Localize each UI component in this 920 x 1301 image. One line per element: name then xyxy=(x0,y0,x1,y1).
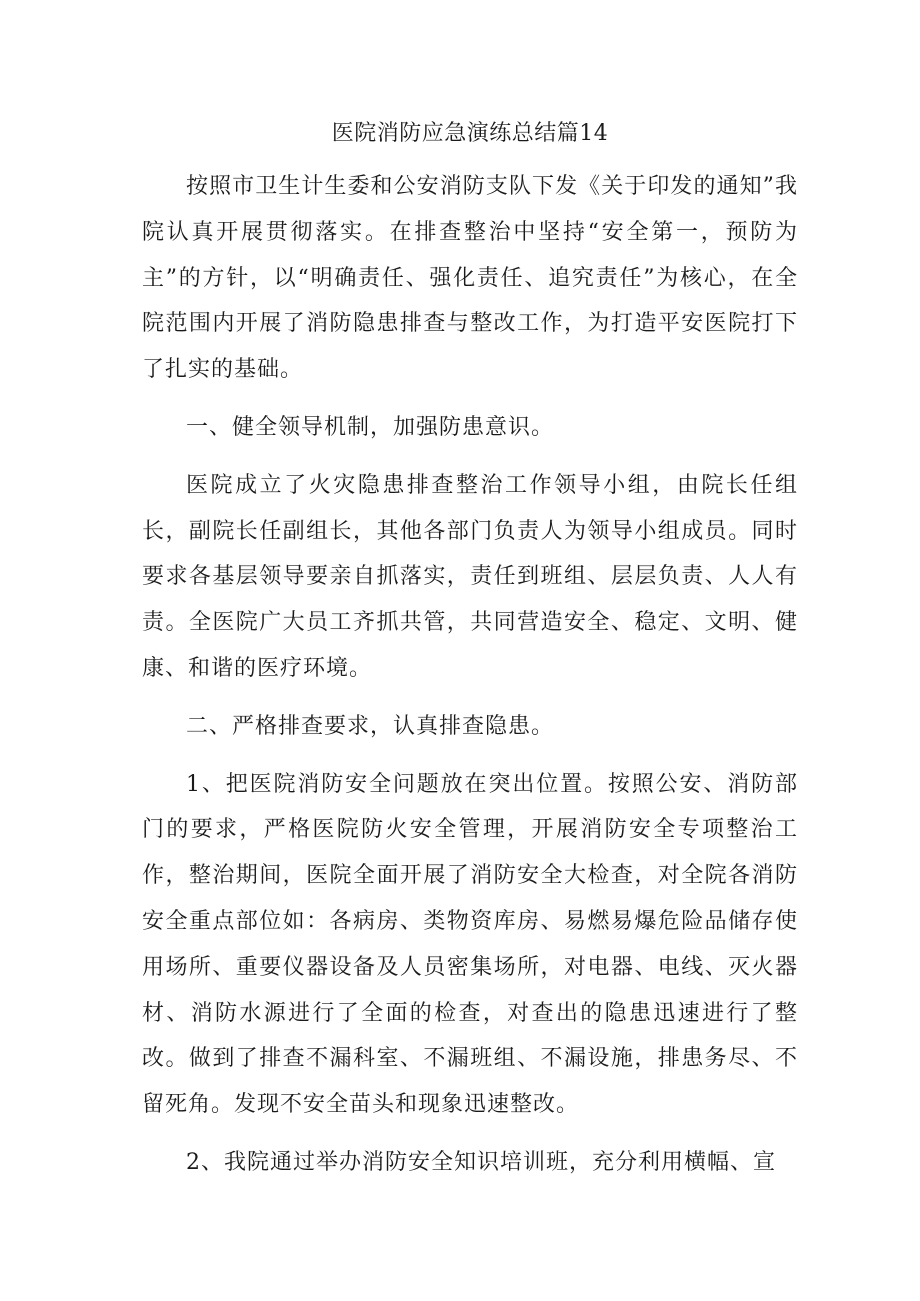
document-title: 医院消防应急演练总结篇14 xyxy=(331,121,609,146)
section-1-paragraph: 医院成立了火灾隐患排查整治工作领导小组，由院长任组长，副院长任副组长，其他各部门负责人为领导小组成员。同时要求各基层领导要亲自抓落实，责任到班组、层层负责、人人有责。全医院广大员工齐抓共管，共同营造安全、稳定、文明、健康、和谐的医疗环境。 xyxy=(142,472,798,681)
item-2-paragraph: 2、我院通过举办消防安全知识培训班，充分利用横幅、宣 xyxy=(186,1149,776,1175)
document-body xyxy=(142,112,798,1198)
intro-paragraph: 按照市卫生计生委和公安消防支队下发《关于印发的通知”我院认真开展贯彻落实。在排查整治中坚持“安全第一，预防为主”的方针，以“明确责任、强化责任、追究责任”为核心，在全院范围内开展了消防隐患排查与整改工作，为打造平安医院打下了扎实的基础。 xyxy=(142,174,798,383)
section-heading-2: 二、严格排查要求，认真排查隐患。 xyxy=(186,713,555,739)
item-1-paragraph: 1、把医院消防安全问题放在突出位置。按照公安、消防部门的要求，严格医院防火安全管理，开展消防安全专项整治工作，整治期间，医院全面开展了消防安全大检查，对全院各消防安全重点部位如：各病房、类物资库房、易燃易爆危险品储存使用场所、重要仪器设备及人员密集场所，对电器、电线、灭火器材、消防水源进行了全面的检查，对查出的隐患迅速进行了整改。做到了排查不漏科室、不漏班组、不漏设施，排患务尽、不留死角。发现不安全苗头和现象迅速整改。 xyxy=(142,771,798,1118)
section-heading-1: 一、健全领导机制，加强防患意识。 xyxy=(186,414,555,440)
